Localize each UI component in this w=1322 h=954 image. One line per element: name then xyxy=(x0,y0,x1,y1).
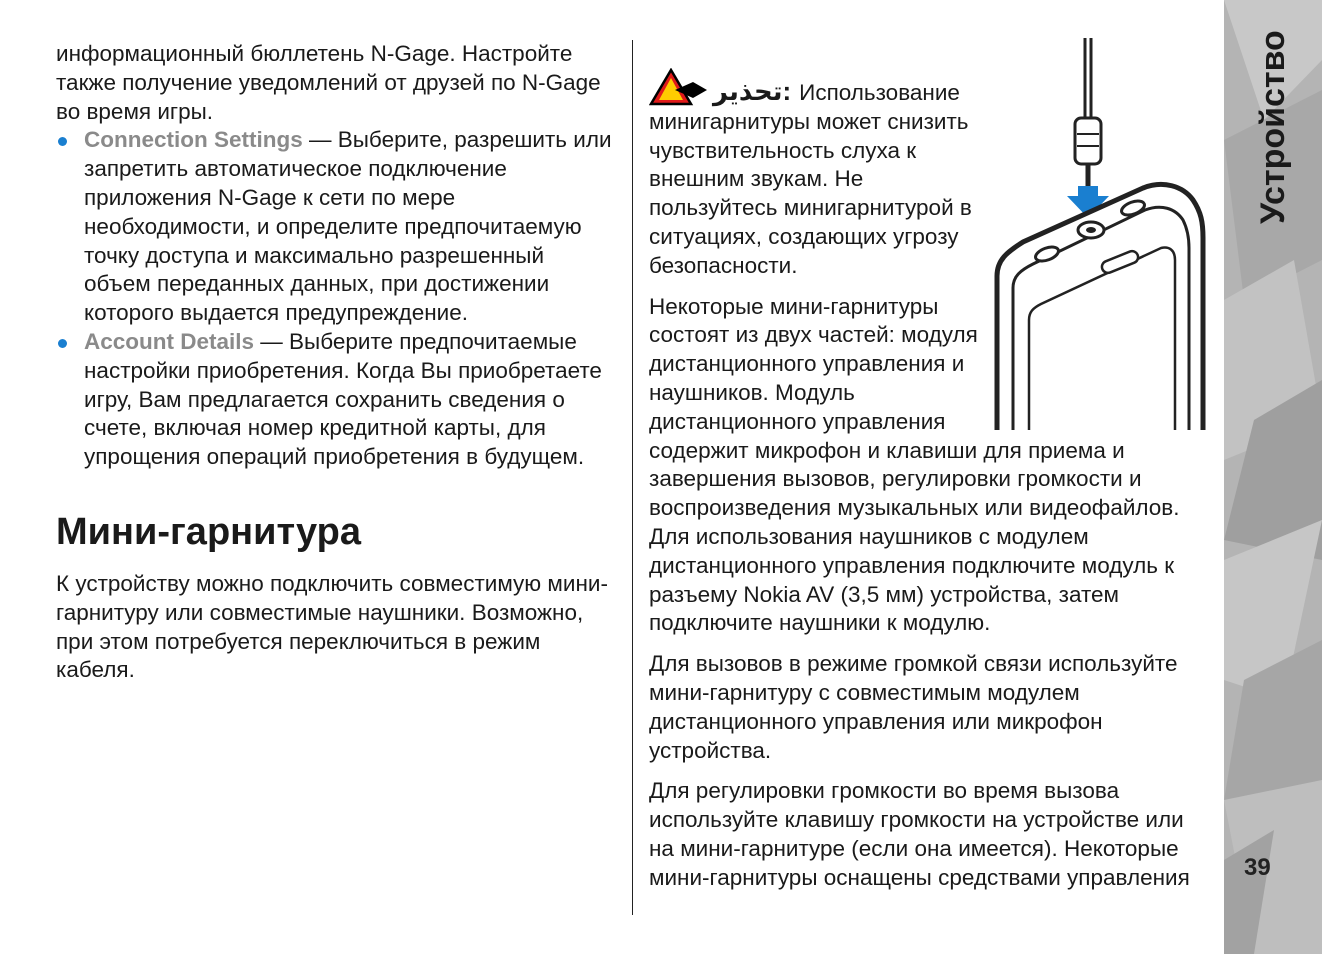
paragraph-handsfree: Для вызовов в режиме громкой связи используйте мини-гарнитуру с совместимым модулем дистанционного управления или микрофон устройства. xyxy=(649,651,1178,763)
side-section-label: Устройство xyxy=(1254,30,1292,224)
section-paragraph: К устройству можно подключить совместимую мини-гарнитуру или совместимые наушники. Возможно, при этом потребуется переключиться в режим кабеля. xyxy=(56,570,608,683)
account-details-term: Account Details xyxy=(84,328,255,354)
connection-settings-term: Connection Settings xyxy=(84,127,303,153)
warning-text: Использование минигарнитуры может снизить чувствительность слуха к внешним звукам. Не пользуйтесь минигарнитурой в ситуациях, создающих угрозу безопасности. xyxy=(649,80,972,278)
settings-bullet-list xyxy=(56,126,616,472)
connection-settings-text: — Выберите, разрешить или запретить автоматическое подключение приложения N-Gage к сети по мере необходимости, и определите предпочитаемую точку доступа и максимально разрешенный объем переданных данных, при достижении которого выдается предупреждение. xyxy=(84,127,612,326)
warning-icon xyxy=(649,68,711,106)
section-title: Мини-гарнитура xyxy=(56,510,362,553)
right-column xyxy=(649,68,1211,905)
column-divider xyxy=(632,40,633,915)
paragraph-headset-parts: Некоторые мини-гарнитуры состоят из двух частей: модуля дистанционного управления и наушников. Модуль дистанционного управления содержит микрофон и клавиши для приема и завершения вызовов, регулировки громкости и воспроизведения музыкальных или видеофайлов. Для использования наушников с модулем дистанционного управления подключите модуль к разъему Nokia AV (3,5 мм) устройства, затем подключите наушники к модулю. xyxy=(649,293,1180,636)
bullet-icon xyxy=(58,137,67,146)
warning-label: تحذير: xyxy=(713,76,792,106)
page-number: 39 xyxy=(1244,854,1271,881)
left-column xyxy=(56,40,616,685)
warning-note xyxy=(649,68,1211,281)
intro-continuation: информационный бюллетень N-Gage. Настройте также получение уведомлений от друзей по N-Gage во время игры. xyxy=(56,41,601,124)
list-item xyxy=(56,328,616,472)
account-details-text: — Выберите предпочитаемые настройки приобретения. Когда Вы приобретаете игру, Вам предлагается сохранить сведения о счете, включая номер кредитной карты, для упрощения операций приобретения в будущем. xyxy=(84,328,602,470)
list-item xyxy=(56,126,616,328)
paragraph-volume: Для регулировки громкости во время вызова используйте клавишу громкости на устройстве или на мини-гарнитуре (если она имеется). Некоторые мини-гарнитуры оснащены средствами управления xyxy=(649,778,1190,890)
bullet-icon xyxy=(58,339,67,348)
